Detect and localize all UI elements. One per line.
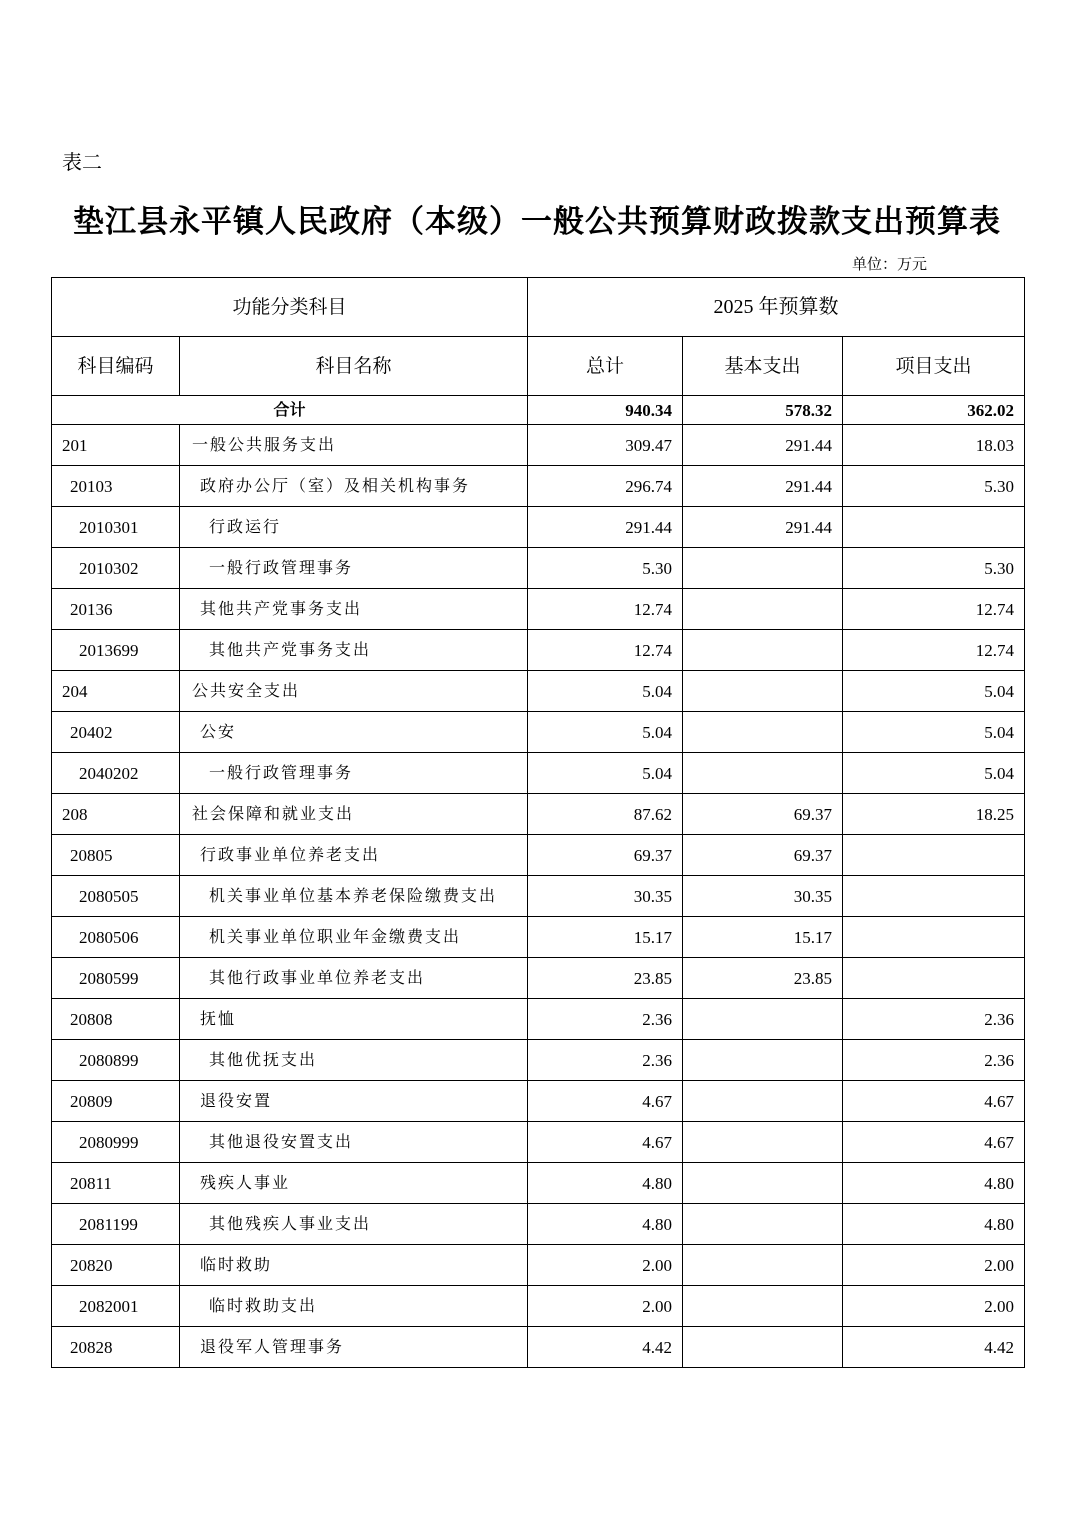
row-project: 2.36: [843, 999, 1025, 1040]
row-name: 其他残疾人事业支出: [180, 1204, 528, 1245]
row-project: 5.04: [843, 671, 1025, 712]
row-project: 2.36: [843, 1040, 1025, 1081]
header-total: 总计: [528, 337, 683, 396]
row-basic: [683, 548, 843, 589]
row-total: 5.04: [528, 712, 683, 753]
row-code: 2080899: [52, 1040, 180, 1081]
row-project: 12.74: [843, 630, 1025, 671]
row-total: 4.67: [528, 1122, 683, 1163]
header-name: 科目名称: [180, 337, 528, 396]
row-basic: [683, 1163, 843, 1204]
row-total: 2.36: [528, 1040, 683, 1081]
table-row: [52, 999, 1025, 1040]
row-basic: [683, 671, 843, 712]
row-total: 12.74: [528, 589, 683, 630]
row-name: 公安: [180, 712, 528, 753]
row-code: 208: [52, 794, 180, 835]
row-code: 20820: [52, 1245, 180, 1286]
unit-label: 单位：万元: [852, 255, 928, 273]
row-code: 2080505: [52, 876, 180, 917]
row-name: 行政运行: [180, 507, 528, 548]
row-basic: [683, 712, 843, 753]
row-project: [843, 835, 1025, 876]
row-total: 23.85: [528, 958, 683, 999]
row-total: 4.42: [528, 1327, 683, 1368]
row-total: 4.67: [528, 1081, 683, 1122]
row-basic: [683, 1286, 843, 1327]
table-row: [52, 589, 1025, 630]
row-name: 机关事业单位基本养老保险缴费支出: [180, 876, 528, 917]
row-code: 2080599: [52, 958, 180, 999]
row-basic: 291.44: [683, 466, 843, 507]
row-code: 201: [52, 425, 180, 466]
row-project: 4.80: [843, 1163, 1025, 1204]
row-total: 4.80: [528, 1163, 683, 1204]
row-name: 行政事业单位养老支出: [180, 835, 528, 876]
table-row: [52, 466, 1025, 507]
table-row: [52, 1122, 1025, 1163]
row-name: 临时救助支出: [180, 1286, 528, 1327]
row-code: 20809: [52, 1081, 180, 1122]
row-project: 2.00: [843, 1286, 1025, 1327]
row-project: 5.04: [843, 712, 1025, 753]
row-project: 4.80: [843, 1204, 1025, 1245]
header-basic: 基本支出: [683, 337, 843, 396]
row-project: [843, 507, 1025, 548]
row-total: 5.04: [528, 671, 683, 712]
table-row: [52, 712, 1025, 753]
row-basic: [683, 1245, 843, 1286]
row-basic: 291.44: [683, 507, 843, 548]
row-basic: 69.37: [683, 794, 843, 835]
row-basic: 15.17: [683, 917, 843, 958]
row-project: [843, 958, 1025, 999]
header-project: 项目支出: [843, 337, 1025, 396]
totals-project: 362.02: [843, 396, 1025, 425]
row-basic: 291.44: [683, 425, 843, 466]
budget-table: [51, 277, 1025, 1368]
row-basic: 30.35: [683, 876, 843, 917]
row-code: 20402: [52, 712, 180, 753]
row-total: 5.04: [528, 753, 683, 794]
row-code: 20136: [52, 589, 180, 630]
row-name: 退役安置: [180, 1081, 528, 1122]
table-row: [52, 630, 1025, 671]
table-label: 表二: [62, 150, 102, 174]
header-row-group: [52, 278, 1025, 337]
row-total: 309.47: [528, 425, 683, 466]
row-basic: [683, 1081, 843, 1122]
row-project: 2.00: [843, 1245, 1025, 1286]
table-row: [52, 753, 1025, 794]
row-name: 一般公共服务支出: [180, 425, 528, 466]
row-basic: [683, 999, 843, 1040]
row-project: 5.04: [843, 753, 1025, 794]
header-budget-year: 2025 年预算数: [528, 278, 1025, 337]
row-code: 2082001: [52, 1286, 180, 1327]
table-row: [52, 835, 1025, 876]
totals-basic: 578.32: [683, 396, 843, 425]
table-row: [52, 794, 1025, 835]
table-row: [52, 1245, 1025, 1286]
row-total: 15.17: [528, 917, 683, 958]
table-row: [52, 1204, 1025, 1245]
row-project: 18.03: [843, 425, 1025, 466]
row-basic: [683, 1327, 843, 1368]
row-basic: [683, 630, 843, 671]
row-total: 4.80: [528, 1204, 683, 1245]
row-total: 296.74: [528, 466, 683, 507]
totals-total: 940.34: [528, 396, 683, 425]
row-basic: 69.37: [683, 835, 843, 876]
row-project: 4.42: [843, 1327, 1025, 1368]
row-name: 公共安全支出: [180, 671, 528, 712]
row-project: 5.30: [843, 466, 1025, 507]
table-row: [52, 1163, 1025, 1204]
table-row: [52, 1286, 1025, 1327]
table-row: [52, 425, 1025, 466]
row-code: 2010301: [52, 507, 180, 548]
table-row: [52, 958, 1025, 999]
row-code: 20828: [52, 1327, 180, 1368]
table-row: [52, 876, 1025, 917]
row-basic: [683, 589, 843, 630]
row-name: 残疾人事业: [180, 1163, 528, 1204]
row-code: 20103: [52, 466, 180, 507]
table-row: [52, 1081, 1025, 1122]
row-project: 12.74: [843, 589, 1025, 630]
row-total: 291.44: [528, 507, 683, 548]
table-row: [52, 507, 1025, 548]
row-project: [843, 876, 1025, 917]
row-code: 2040202: [52, 753, 180, 794]
header-code: 科目编码: [52, 337, 180, 396]
row-total: 30.35: [528, 876, 683, 917]
row-basic: [683, 753, 843, 794]
row-project: 4.67: [843, 1081, 1025, 1122]
row-total: 87.62: [528, 794, 683, 835]
row-code: 2081199: [52, 1204, 180, 1245]
row-name: 其他退役安置支出: [180, 1122, 528, 1163]
table-row: [52, 1040, 1025, 1081]
row-code: 20811: [52, 1163, 180, 1204]
totals-row: [52, 396, 1025, 425]
row-total: 2.00: [528, 1286, 683, 1327]
row-basic: [683, 1040, 843, 1081]
header-functional-classification: 功能分类科目: [52, 278, 528, 337]
table-row: [52, 548, 1025, 589]
row-total: 5.30: [528, 548, 683, 589]
row-code: 204: [52, 671, 180, 712]
row-code: 20805: [52, 835, 180, 876]
row-name: 抚恤: [180, 999, 528, 1040]
row-basic: 23.85: [683, 958, 843, 999]
row-basic: [683, 1122, 843, 1163]
row-name: 临时救助: [180, 1245, 528, 1286]
row-total: 12.74: [528, 630, 683, 671]
row-name: 一般行政管理事务: [180, 548, 528, 589]
row-project: 5.30: [843, 548, 1025, 589]
row-name: 政府办公厅（室）及相关机构事务: [180, 466, 528, 507]
row-code: 20808: [52, 999, 180, 1040]
row-name: 退役军人管理事务: [180, 1327, 528, 1368]
row-total: 69.37: [528, 835, 683, 876]
table-row: [52, 671, 1025, 712]
row-code: 2010302: [52, 548, 180, 589]
row-name: 机关事业单位职业年金缴费支出: [180, 917, 528, 958]
header-row-columns: [52, 337, 1025, 396]
row-code: 2080999: [52, 1122, 180, 1163]
page-title: 垫江县永平镇人民政府（本级）一般公共预算财政拨款支出预算表: [73, 204, 1001, 240]
row-name: 其他优抚支出: [180, 1040, 528, 1081]
row-name: 其他行政事业单位养老支出: [180, 958, 528, 999]
row-project: 18.25: [843, 794, 1025, 835]
row-name: 社会保障和就业支出: [180, 794, 528, 835]
table-row: [52, 1327, 1025, 1368]
row-project: 4.67: [843, 1122, 1025, 1163]
budget-table-body: [52, 278, 1025, 1368]
row-basic: [683, 1204, 843, 1245]
row-total: 2.00: [528, 1245, 683, 1286]
row-code: 2080506: [52, 917, 180, 958]
row-name: 一般行政管理事务: [180, 753, 528, 794]
row-total: 2.36: [528, 999, 683, 1040]
row-code: 2013699: [52, 630, 180, 671]
row-name: 其他共产党事务支出: [180, 630, 528, 671]
totals-label: 合计: [52, 396, 528, 425]
table-row: [52, 917, 1025, 958]
row-name: 其他共产党事务支出: [180, 589, 528, 630]
row-project: [843, 917, 1025, 958]
